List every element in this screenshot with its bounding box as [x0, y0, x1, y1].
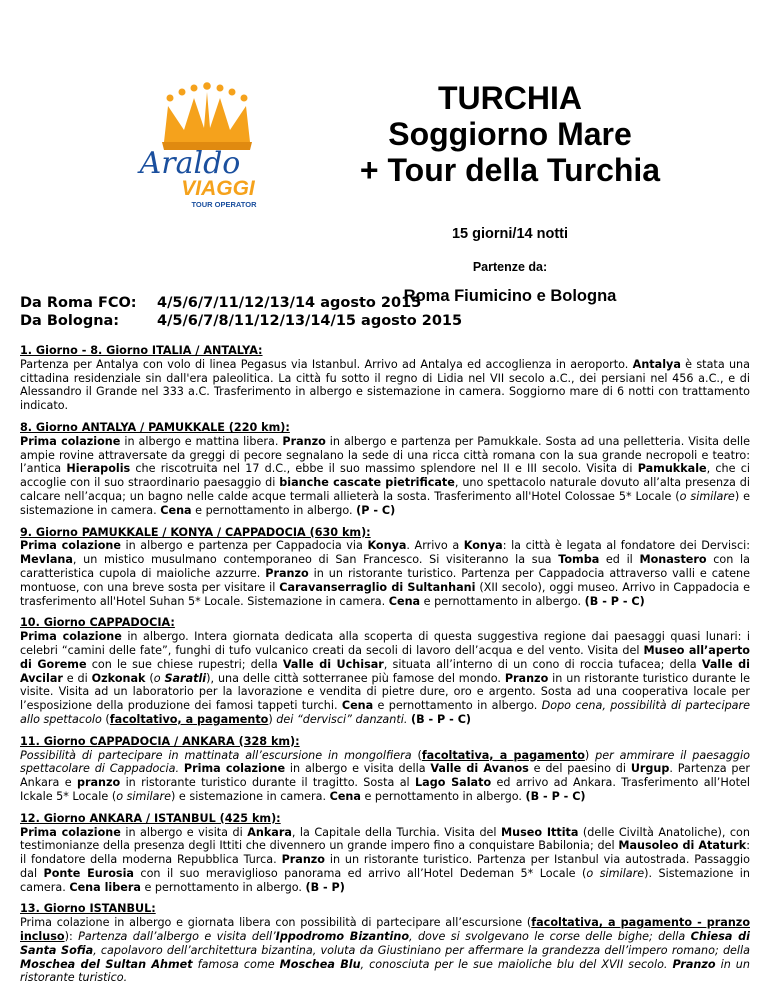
day-description: Prima colazione in albergo e giornata libera con possibilità di partecipare all’escursione (facoltativa, a pagamento - pranzo incluso): Partenza dall’albergo e visita dell’Ippodromo Bizantino, dove si svolgevano le corse delle bighe; della Chiesa di Santa Sofia, capolavoro dell’architettura bizantina, voluta da Giustiniano per affermare la grandezza dell’impero romano; della Moschea del Sultan Ahmet famosa come Moschea Blu, conosciuta per le sue maioliche blu del XVII secolo. Pranzo in un ristorante turistico.	[20, 916, 750, 985]
day-description: Prima colazione in albergo e mattina libera. Pranzo in albergo e partenza per Pamukkale. Sosta ad una pelletteria. Visita delle ampie rovine attraversate da greggi di pecore segnalano la sede di una ricca città romana con la sua grande necropoli e teatro: l’antica Hierapolis che riscotruita nel 17 d.C., ebbe il suo massimo splendore nel II e III secolo. Visita di Pamukkale, che ci accoglie con il suo straordinario paesaggio di bianche cascate pietrificate, uno spettacolo naturale dovuto all’alta presenza di calcare nell’acqua; un bagno nelle calde acque termali allieterà la sosta. Trasferimento all'Hotel Colossae 5* Locale (o similare) e sistemazione in camera. Cena e pernottamento in albergo. (P - C)	[20, 434, 750, 517]
day-title: 12. Giorno ANKARA / ISTANBUL (425 km):	[20, 811, 281, 825]
dates-label: Da Bologna:	[20, 313, 120, 329]
title-line-1: TURCHIA	[438, 80, 582, 116]
crown-logo-icon	[112, 80, 302, 210]
itinerary-day	[20, 735, 750, 804]
araldo-viaggi-logo	[112, 80, 302, 210]
itinerary-day	[20, 812, 750, 895]
day-description: Prima colazione in albergo e partenza per Cappadocia via Konya. Arrivo a Konya: la città è legata al fondatore dei Dervisci: Mevlana, un mistico musulmano contemporaneo di San Francesco. Si visiteranno la sua Tomba ed il Monastero con la caratteristica cupola di maioliche azzurre. Pranzo in un ristorante turistico. Partenza per Cappadocia attraverso valli e catene montuose, con una breve sosta per visitare il Caravanserraglio di Sultanhani (XII secolo), oggi museo. Arrivo in Cappadocia e trasferimento all'Hotel Suhan 5* Locale. Sistemazione in camera. Cena e pernottamento in albergo. (B - P - C)	[20, 539, 750, 608]
day-title: 1. Giorno - 8. Giorno ITALIA / ANTALYA:	[20, 344, 263, 357]
itinerary-day	[20, 421, 750, 518]
itinerary-day	[20, 344, 750, 413]
svg-text:VIAGGI: VIAGGI	[181, 177, 255, 200]
itinerary-day	[20, 526, 750, 609]
dates-value: 4/5/6/7/8/11/12/13/14/15 agosto 2015	[157, 313, 463, 329]
departures-label: Partenze da:	[472, 260, 548, 274]
departure-dates	[20, 294, 462, 330]
day-title: 11. Giorno CAPPADOCIA / ANKARA (328 km):	[20, 734, 300, 748]
page-title	[300, 80, 720, 188]
day-description: Possibilità di partecipare in mattinata all’escursione in mongolfiera (facoltativa, a pagamento) per ammirare il paesaggio spettacolare di Cappadocia. Prima colazione in albergo e visita della Valle di Avanos e del paesino di Urgup. Partenza per Ankara e pranzo in ristorante turistico durante il tragitto. Sosta al Lago Salato ed arrivo ad Ankara. Trasferimento all’Hotel Ickale 5* Locale (o similare) e sistemazione in camera. Cena e pernottamento in albergo. (B - P - C)	[20, 748, 750, 803]
day-title: 8. Giorno ANTALYA / PAMUKKALE (220 km):	[20, 420, 290, 434]
dates-label: Da Roma FCO:	[20, 295, 137, 311]
trip-duration: 15 giorni/14 notti	[451, 226, 568, 242]
itinerary-day	[20, 902, 750, 985]
itinerary	[20, 344, 750, 993]
day-description: Partenza per Antalya con volo di linea Pegasus via Istanbul. Arrivo ad Antalya ed accoglienza in aeroporto. Antalya è stata una cittadina residenziale sin dall'era paleolitica. La città fu sotto il regno di Lidia nel VII secolo a.C., dei persiani nel 456 a.C., e di Alessandro il Grande nel 333 a.C. Trasferimento in albergo e sistemazione in camera. Soggiorno mare di 6 notti con trattamento indicato.	[20, 357, 751, 413]
day-title: 10. Giorno CAPPADOCIA:	[20, 616, 175, 630]
day-title: 13. Giorno ISTANBUL:	[20, 902, 156, 916]
svg-text:Araldo: Araldo	[139, 146, 241, 181]
itinerary-day	[20, 616, 750, 726]
dates-row-bologna	[20, 312, 462, 330]
dates-row-rome	[20, 294, 462, 312]
departure-cities: Roma Fiumicino e Bologna	[403, 287, 617, 305]
day-description: Prima colazione in albergo. Intera giornata dedicata alla scoperta di questa suggestiva regione dai paesaggi quasi lunari: i celebri “camini delle fate”, funghi di tufo vulcanico creati da secoli di lavoro dell’acqua e del vento. Visita del Museo all’aperto di Goreme con le sue chiese rupestri; della Valle di Uchisar, situata all’interno di un cono di roccia tufacea; della Valle di Avcilar e di Ozkonak (o Saratli), una delle città sotterranee più famose del mondo. Pranzo in un ristorante turistico durante le visite. Visita ad un laboratorio per la lavorazione e vendita di pietre dure, oro e argento. Sosta ad una cooperativa locale per l’esposizione della produzione dei famosi tappeti turchi. Cena e pernottamento in albergo. Dopo cena, possibilità di partecipare allo spettacolo (facoltativo, a pagamento) dei “dervisci” danzanti. (B - P - C)	[20, 630, 751, 726]
svg-text:TOUR OPERATOR: TOUR OPERATOR	[191, 200, 257, 209]
title-line-3: + Tour della Turchia	[359, 152, 661, 188]
day-title: 9. Giorno PAMUKKALE / KONYA / CAPPADOCIA (630 km):	[20, 525, 371, 539]
dates-value: 4/5/6/7/11/12/13/14 agosto 2015	[157, 295, 422, 311]
day-description: Prima colazione in albergo e visita di Ankara, la Capitale della Turchia. Visita del Museo Ittita (delle Civiltà Anatoliche), con testimonianze della presenza degli Ittiti che divennero un grande impero fino a conquistare Babilonia; del Mausoleo di Ataturk: il fondatore della moderna Repubblica Turca. Pranzo in un ristorante turistico. Partenza per Istanbul via autostrada. Passaggio dal Ponte Eurosia con il suo meraviglioso panorama ed arrivo all’Hotel Dedeman 5* Locale (o similare). Sistemazione in camera. Cena libera e pernottamento in albergo. (B - P)	[20, 825, 751, 894]
title-line-2: Soggiorno Mare	[388, 116, 632, 152]
